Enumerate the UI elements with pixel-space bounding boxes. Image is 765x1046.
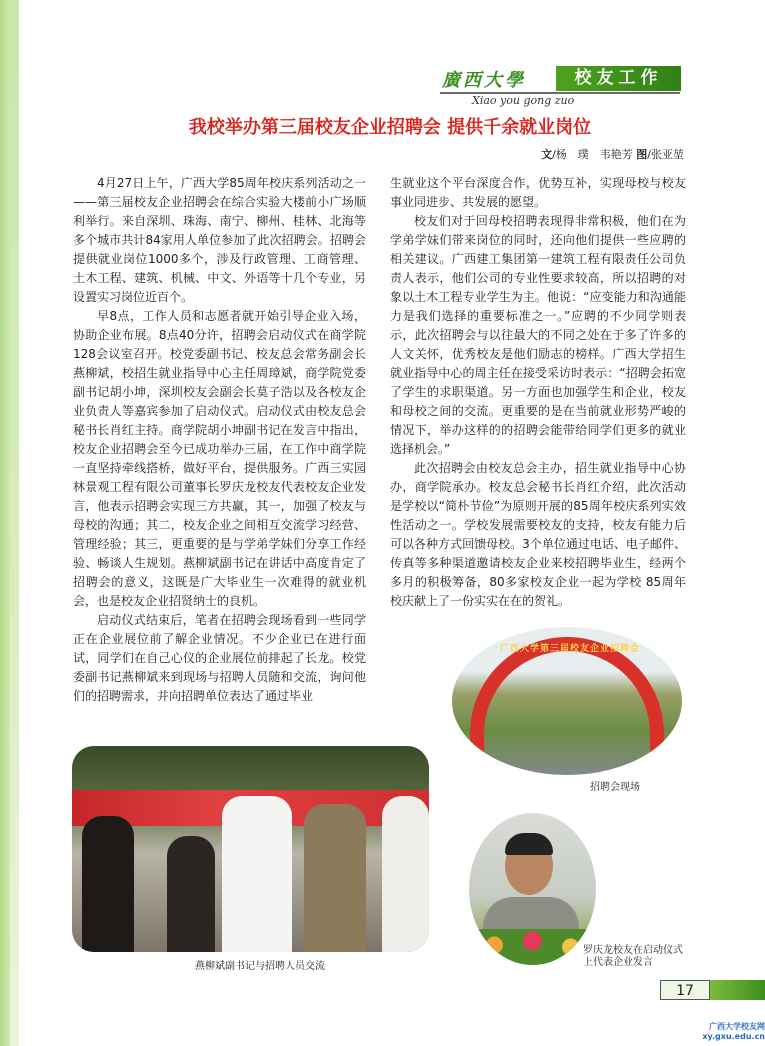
arch-banner-text: 广西大学第三届校友企业招聘会: [499, 644, 640, 654]
person-figure: [382, 796, 429, 952]
page-number-bar: [710, 980, 765, 1000]
strip-ridge: [0, 0, 10, 1046]
speaker-photo: [469, 813, 596, 965]
article-title: 我校举办第三届校友企业招聘会 提供千余就业岗位: [188, 117, 592, 138]
article-column-right: [390, 174, 686, 611]
section-title: 校友工作: [556, 66, 681, 91]
byline-authors: /杨 璞 韦艳芳: [552, 148, 633, 161]
left-decorative-strip: [0, 0, 19, 1046]
site-name: 广西大学校友网: [709, 1022, 765, 1031]
caption-line: 上代表企业发言: [583, 957, 653, 968]
article-paragraph: 4月27日上午，广西大学85周年校庆系列活动之一——第三届校友企业招聘会在综合实验大楼前小广场顺利举行。来自深圳、珠海、南宁、柳州、桂林、北海等多个城市共计84家用人单位参加了此次招聘会。招聘会提供就业岗位1000多个，涉及行政管理、工商管理、土木工程、建筑、机械、中文、外语等十几个专业，另设置实习岗位近百个。: [73, 176, 366, 304]
photo-caption-main: 燕柳斌副书记与招聘人员交流: [195, 961, 325, 972]
speaker-hair: [505, 833, 553, 855]
byline: [470, 146, 684, 162]
photo-caption-speaker: [583, 945, 693, 969]
byline-photo-label: 图: [636, 148, 648, 161]
article-paragraph: 启动仪式结束后，笔者在招聘会现场看到一些同学正在企业展位前了解企业情况。不少企业已在进行面试，同学们在自己心仪的企业展位前排起了长龙。校党委副书记燕柳斌来到现场与招聘人员随和交流，询问他们的招聘需求，并向招聘单位表达了通过毕业: [73, 613, 366, 703]
person-figure: [167, 836, 215, 952]
article-paragraph: 校友们对于回母校招聘表现得非常积极，他们在为学弟学妹们带来岗位的同时，还向他们提供一些应聘的相关建议。广西建工集团第一建筑工程有限责任公司负责人表示，他们公司的专业性要求较高，所以招聘的对象以土木工程专业学生为主。他说：“应变能力和沟通能力是我们选择的重要标准之一。”应聘的不少同学则表示，此次招聘会与以往最大的不同之处在于多了许多的人文关怀，优秀校友是他们励志的榜样。广西大学招生就业指导中心的周主任在接受采访时表示：“招聘会拓宽了学生的求职渠道。另一方面也加强学生和企业，校友和母校之间的交流。更重要的是在当前就业形势严峻的情况下，举办这样的的招聘会能带给同学们更多的就业选择机会。”: [390, 214, 686, 456]
site-url: xy.gxu.edu.cn: [702, 1032, 765, 1041]
footer-website: [700, 1022, 765, 1042]
person-figure: [304, 804, 366, 952]
article-paragraph-continued: 生就业这个平台深度合作，优势互补，实现母校与校友事业同进步、共发展的愿望。: [390, 176, 686, 209]
byline-photographer: /张亚堃: [647, 148, 684, 161]
article-column-left: [73, 174, 366, 706]
secretary-talking-photo: [72, 746, 429, 952]
article-paragraph: 此次招聘会由校友总会主办，招生就业指导中心协办，商学院承办。校友总会秘书长肖红介绍，此次活动是学校以“简朴节俭”为原则开展的85周年校庆系列实效性活动之一。学校发展需要校友的支持，校友有能力后可以各种方式回馈母校。3个单位通过电话、电子邮件、传真等多种渠道邀请校友企业来校招聘毕业生，经两个多月的积极筹备，80多家校友企业一起为学校 85周年校庆献上了一份实实在在的贺礼。: [390, 461, 686, 608]
photo-caption-site: 招聘会现场: [590, 782, 640, 793]
page-number: 17: [660, 980, 710, 1000]
job-fair-site-photo: [452, 627, 682, 775]
person-figure: [222, 796, 292, 952]
caption-line: 罗庆龙校友在启动仪式: [583, 945, 683, 956]
byline-text-label: 文: [541, 148, 553, 161]
flower-arrangement: [469, 929, 596, 965]
article-paragraph: 早8点，工作人员和志愿者就开始引导企业入场，协助企业布展。8点40分许，招聘会启动仪式在商学院128会议室召开。校党委副书记、校友总会常务副会长燕柳斌，校招生就业指导中心主任周璋斌，商学院党委副书记胡小坤，深圳校友会副会长莫子浩以及各校友企业负责人等嘉宾参加了启动仪式。启动仪式由校友总会秘书长肖红主持。商学院胡小坤副书记在发言中指出，校友企业招聘会至今已成功举办三届，在工作中商学院一直坚持牵线搭桥，做好平台，提供服务。广西三实园林景观工程有限公司董事长罗庆龙校友代表校友企业发言，他表示招聘会实现三方共赢，其一，加强了校友与母校的沟通；其二，校友企业之间相互交流学习经营、管理经验；其三，更重要的是与学弟学妹们分享工作经验、畅谈人生规划。燕柳斌副书记在讲话中高度肯定了招聘会的意义，这既是广大毕业生一次难得的就业机会，也是校友企业招贤纳士的良机。: [73, 309, 366, 608]
university-logo-text: 廣西大學: [442, 70, 526, 91]
inflatable-arch: [470, 637, 664, 775]
person-figure: [82, 816, 134, 952]
section-subtitle: Xiao you gong zuo: [472, 94, 575, 107]
